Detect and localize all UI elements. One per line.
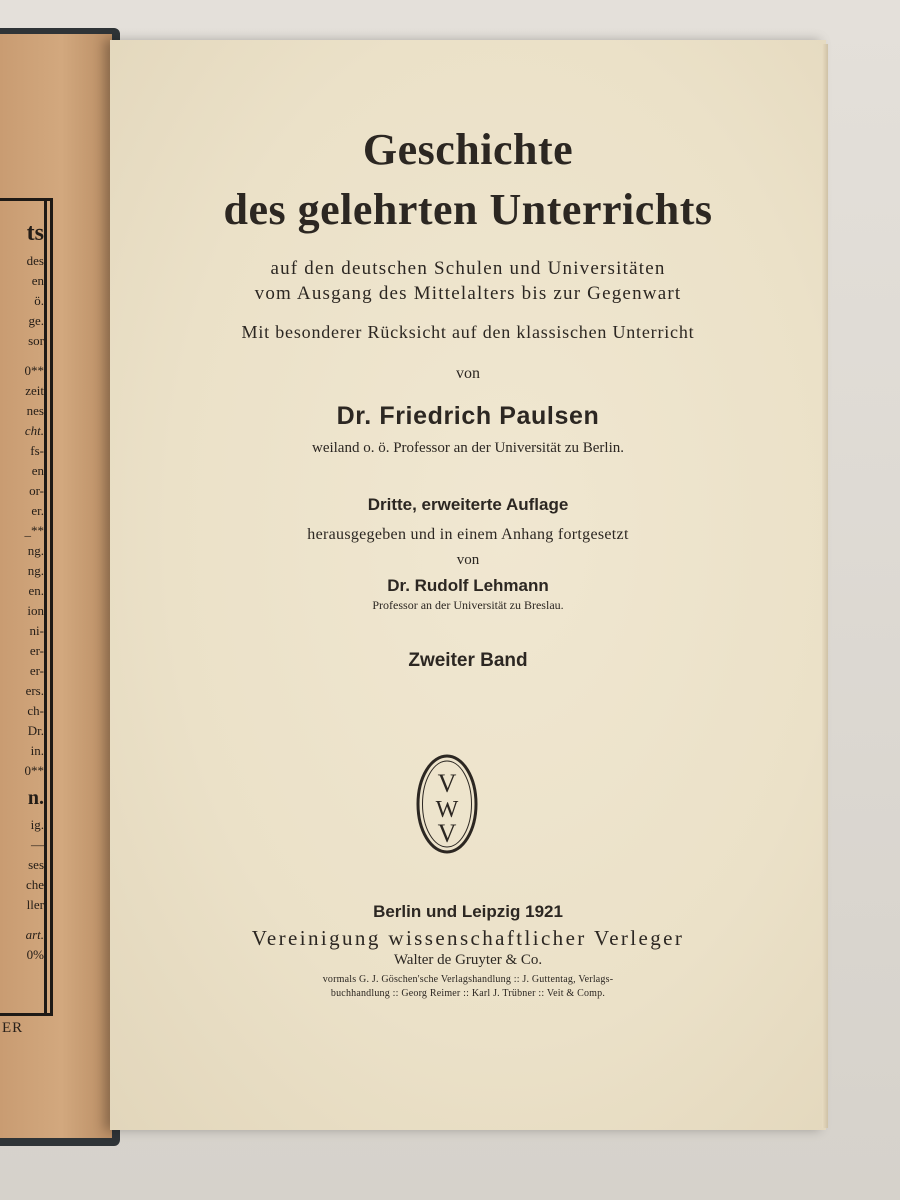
ad-line: er. <box>31 503 44 518</box>
formerly-line-2: buchhandlung :: Georg Reimer :: Karl J. Trübner :: Veit & Comp. <box>330 988 606 999</box>
ad-line: ses <box>28 857 44 872</box>
ad-line: er- <box>29 643 44 658</box>
volume-label: Zweiter Band <box>408 650 528 671</box>
ad-line: ion <box>27 603 44 618</box>
ad-line: ö. <box>34 293 44 308</box>
ad-line: en <box>31 273 44 288</box>
author-name: Dr. Friedrich Paulsen <box>336 402 600 430</box>
title-line-1: Geschichte <box>362 125 574 174</box>
ad-line: ge. <box>28 313 44 328</box>
by-label: von <box>456 365 480 382</box>
edited-note: herausgegeben und in einem Anhang fortgesetzt <box>307 526 629 543</box>
ad-line: ts <box>26 220 44 246</box>
editor-role: Professor an der Universität zu Breslau. <box>372 598 564 612</box>
ad-line: nes <box>26 403 44 418</box>
ad-line: ers. <box>25 683 44 698</box>
publisher-logo-icon <box>416 754 478 854</box>
ad-line: ig. <box>30 817 44 832</box>
ad-line: zeit <box>25 383 44 398</box>
ad-line: ng. <box>27 543 44 558</box>
ad-line: cht. <box>24 423 44 438</box>
ad-line: in. <box>30 743 44 758</box>
title-page <box>110 40 826 1130</box>
ad-line <box>25 351 45 361</box>
advertisement-text <box>25 215 45 965</box>
by-label-2: von <box>456 552 480 568</box>
edition: Dritte, erweiterte Auflage <box>367 495 569 514</box>
title-line-2: des gelehrten Unterrichts <box>223 185 713 234</box>
ad-line: ng. <box>27 563 44 578</box>
publisher-line-2: Walter de Gruyter & Co. <box>393 952 543 968</box>
logo-letter-2: W <box>435 797 459 823</box>
page-edge <box>822 44 828 1128</box>
ad-line: en. <box>28 583 44 598</box>
ad-line: che <box>25 877 44 892</box>
ad-line: ch- <box>27 703 44 718</box>
ad-line <box>25 915 45 925</box>
ad-line: fs- <box>30 443 44 458</box>
ad-line: en <box>31 463 44 478</box>
subtitle-line-1: auf den deutschen Schulen und Universitäten <box>270 258 666 279</box>
editor-name: Dr. Rudolf Lehmann <box>387 576 549 595</box>
formerly-line-1: vormals G. J. Göschen'sche Verlagshandlung :: J. Guttentag, Verlags- <box>322 974 614 985</box>
left-page-footer: ER <box>2 1020 24 1036</box>
ad-line: or- <box>29 483 44 498</box>
ad-line: ller <box>26 897 44 912</box>
ad-line: n. <box>27 787 44 809</box>
subtitle-line-3: Mit besonderer Rücksicht auf den klassischen Unterricht <box>241 322 695 342</box>
ad-line: sor <box>28 333 44 348</box>
logo-letter-3: V <box>437 819 457 848</box>
ad-line: des <box>26 253 44 268</box>
author-role: weiland o. ö. Professor an der Universität zu Berlin. <box>311 440 624 456</box>
ad-line: Dr. <box>27 723 44 738</box>
ad-line: — <box>31 837 44 852</box>
ad-line: ni- <box>29 623 44 638</box>
left-page <box>0 34 112 1138</box>
advertisement-box <box>0 198 53 1016</box>
ad-line: _** <box>24 523 44 538</box>
ad-line: art. <box>25 927 44 942</box>
place-year: Berlin und Leipzig 1921 <box>373 902 563 921</box>
ad-line: er- <box>29 663 44 678</box>
logo-letter-1: V <box>437 769 457 798</box>
publisher-name: Vereinigung wissenschaftlicher Verleger <box>251 926 685 950</box>
subtitle-line-2: vom Ausgang des Mittelalters bis zur Gegenwart <box>254 283 682 304</box>
ad-line: 0** <box>24 363 44 378</box>
ad-line: 0** <box>24 763 44 778</box>
ad-line: 0% <box>26 947 44 962</box>
